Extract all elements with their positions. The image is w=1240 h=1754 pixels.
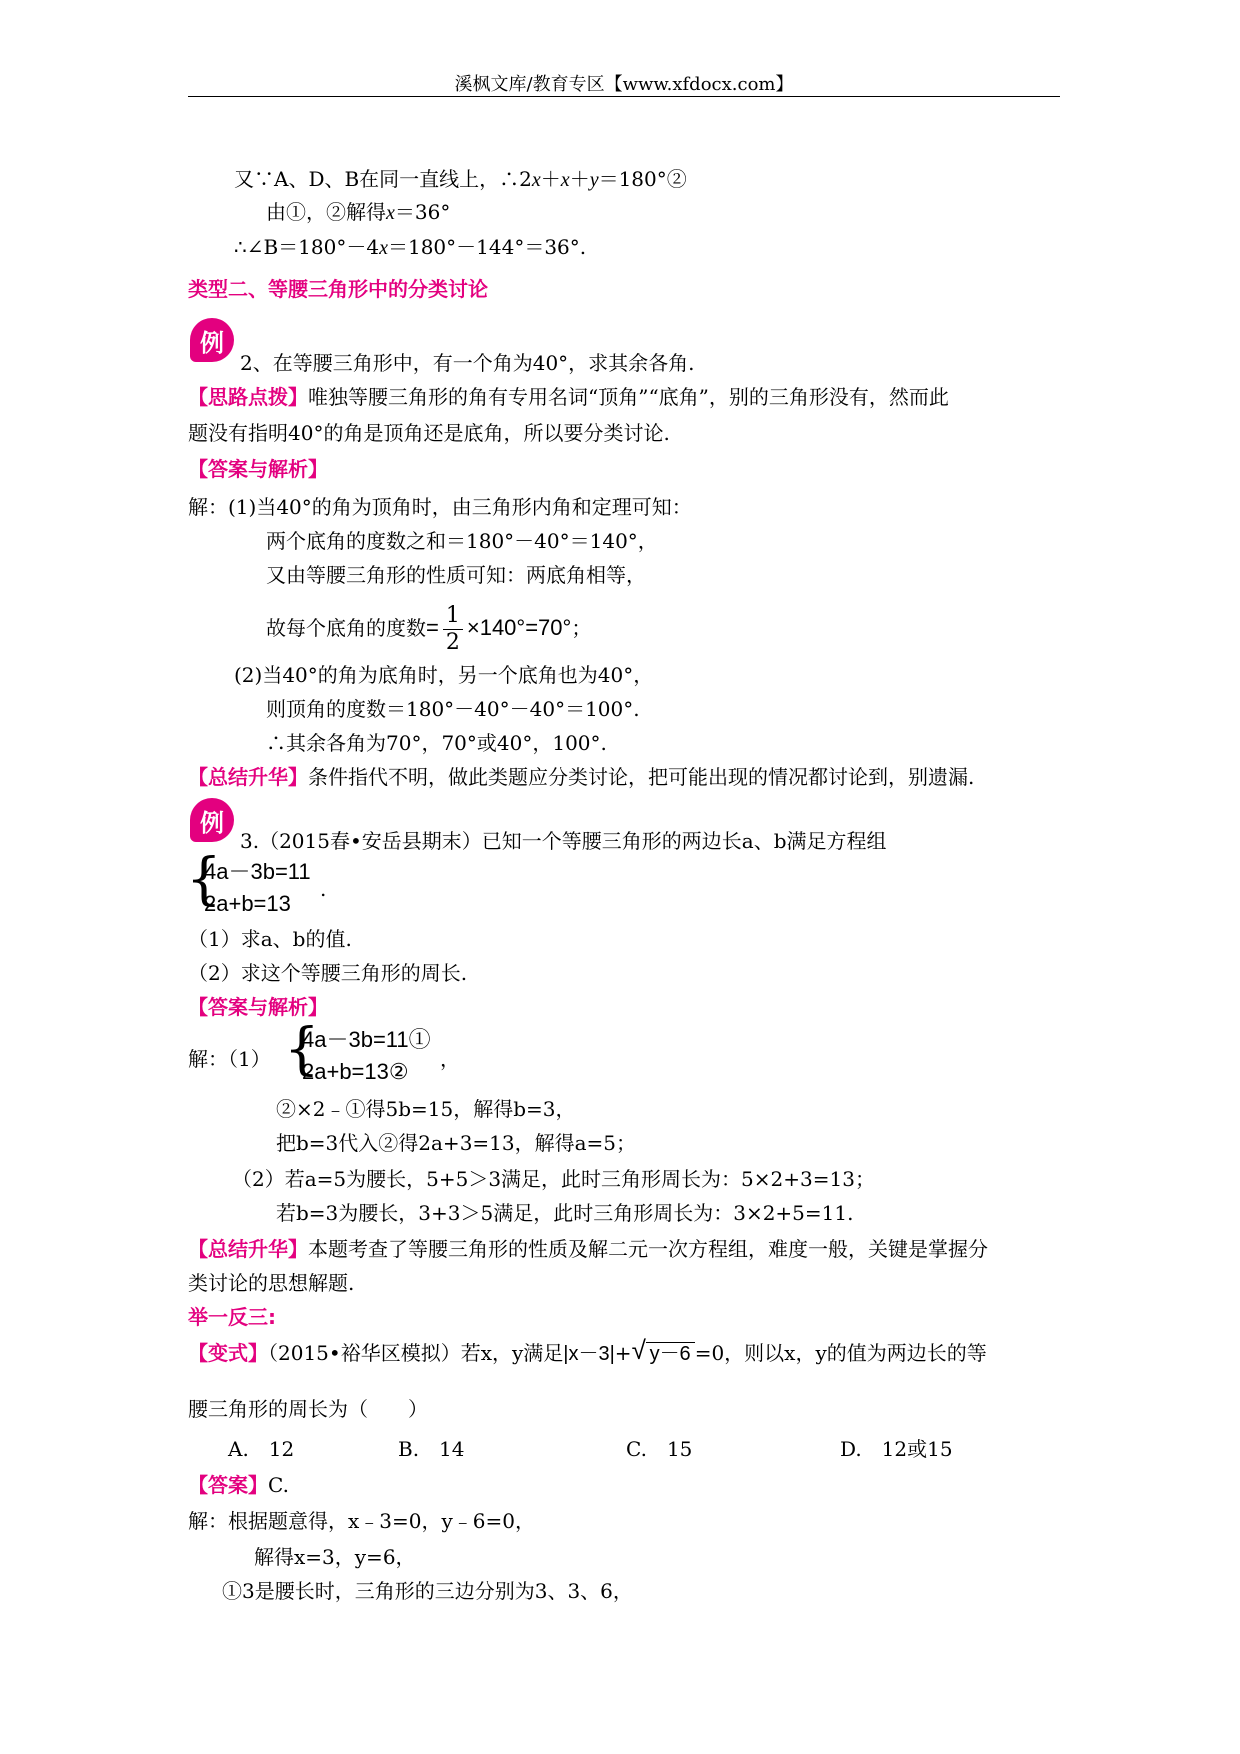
ex2-hint-line2: 题没有指明40°的角是顶角还是底角，所以要分类讨论.: [188, 421, 670, 445]
ex2-step2: 两个底角的度数之和＝180°－40°＝140°，: [266, 529, 658, 553]
line-solve-x: 由①，②解得x＝36°: [266, 200, 451, 224]
ex2-step6: 则顶角的度数＝180°－40°－40°＝100°.: [266, 697, 640, 721]
left-brace-icon: {: [186, 847, 222, 912]
practice-step1: 解：根据题意得，x﹣3=0，y﹣6=0，: [188, 1509, 535, 1533]
ex3-step2: 把b=3代入②得2a+3=13，解得a=5；: [276, 1131, 637, 1155]
option-d: D. 12或15: [840, 1437, 953, 1461]
practice-step3: ①3是腰长时，三角形的三边分别为3、3、6，: [222, 1579, 633, 1603]
left-brace-icon: {: [284, 1017, 320, 1082]
ex2-step7: ∴其余各角为70°，70°或40°，100°.: [266, 731, 607, 755]
ex3-system-period: .: [320, 877, 327, 901]
page-header: 溪枫文库/教育专区【www.xfdocx.com】: [454, 74, 794, 95]
ex3-part2: （2）求这个等腰三角形的周长.: [188, 961, 468, 985]
ex3-summary-line2: 类讨论的思想解题.: [188, 1271, 355, 1295]
ex2-question: 2、在等腰三角形中，有一个角为40°，求其余各角.: [240, 351, 695, 375]
practice-question: 【变式】（2015•裕华区模拟）若x，y满足|x－3|+ √ y－6 =0，则以x，y的值为两边长的等: [188, 1335, 987, 1365]
option-c: C. 15: [626, 1437, 693, 1461]
example-badge-icon: 例: [190, 798, 234, 842]
ex2-hint-line1: 【思路点拨】唯独等腰三角形的角有专用名词“顶角”“底角”，别的三角形没有，然而此: [188, 385, 949, 409]
ex2-step1: 解：(1)当40°的角为顶角时，由三角形内角和定理可知：: [188, 495, 692, 519]
practice-question-line2: 腰三角形的周长为（ ）: [188, 1397, 428, 1421]
practice-answer: 【答案】C.: [188, 1473, 289, 1497]
practice-step2: 解得x=3，y=6，: [254, 1545, 416, 1569]
option-b: B. 14: [398, 1437, 465, 1461]
ex2-step3: 又由等腰三角形的性质可知：两底角相等，: [266, 563, 646, 587]
ex3-question: 3.（2015春•安岳县期末）已知一个等腰三角形的两边长a、b满足方程组: [240, 829, 887, 853]
ex3-system-comma: ，: [440, 1047, 460, 1071]
option-a: A. 12: [228, 1437, 295, 1461]
header-divider: [188, 96, 1060, 97]
practice-tag: 举一反三:: [188, 1305, 276, 1329]
square-root: √ y－6: [632, 1341, 695, 1367]
ex3-solution-lead: 解：（1）: [188, 1047, 271, 1071]
ex3-summary-line1: 【总结升华】本题考查了等腰三角形的性质及解二元一次方程组，难度一般，关键是掌握分: [188, 1237, 988, 1261]
ex2-step4: 故每个底角的度数= $\frac{1}{2}$ ×140°=70°；: [266, 603, 592, 655]
section-title-type2: 类型二、等腰三角形中的分类讨论: [188, 277, 488, 301]
ex2-answer-tag: 【答案与解析】: [188, 457, 328, 481]
ex3-step3: （2）若a=5为腰长，5+5＞3满足，此时三角形周长为：5×2+3=13；: [232, 1167, 875, 1191]
ex3-step1: ②×2﹣①得5b=15，解得b=3，: [276, 1097, 576, 1121]
fraction-one-half: $\frac{1}{2}$: [443, 603, 463, 656]
ex3-part1: （1）求a、b的值.: [188, 927, 352, 951]
ex3-answer-tag: 【答案与解析】: [188, 995, 328, 1019]
ex3-system-numbered: 4a－3b=11① 2a+b=13②: [302, 1027, 431, 1084]
line-collinear: 又∵A、D、B在同一直线上，∴2x＋x＋y＝180°②: [234, 167, 687, 191]
example-badge-icon: 例: [190, 318, 234, 362]
ex2-step5: (2)当40°的角为底角时，另一个底角也为40°，: [234, 663, 654, 687]
line-angle-b: ∴∠B＝180°－4x＝180°－144°＝36°.: [234, 235, 587, 259]
ex3-system: 4a－3b=11 2a+b=13: [204, 859, 311, 916]
ex2-summary: 【总结升华】条件指代不明，做此类题应分类讨论，把可能出现的情况都讨论到，别遗漏.: [188, 765, 975, 789]
ex3-step4: 若b=3为腰长，3+3＞5满足，此时三角形周长为：3×2+5=11.: [276, 1201, 854, 1225]
